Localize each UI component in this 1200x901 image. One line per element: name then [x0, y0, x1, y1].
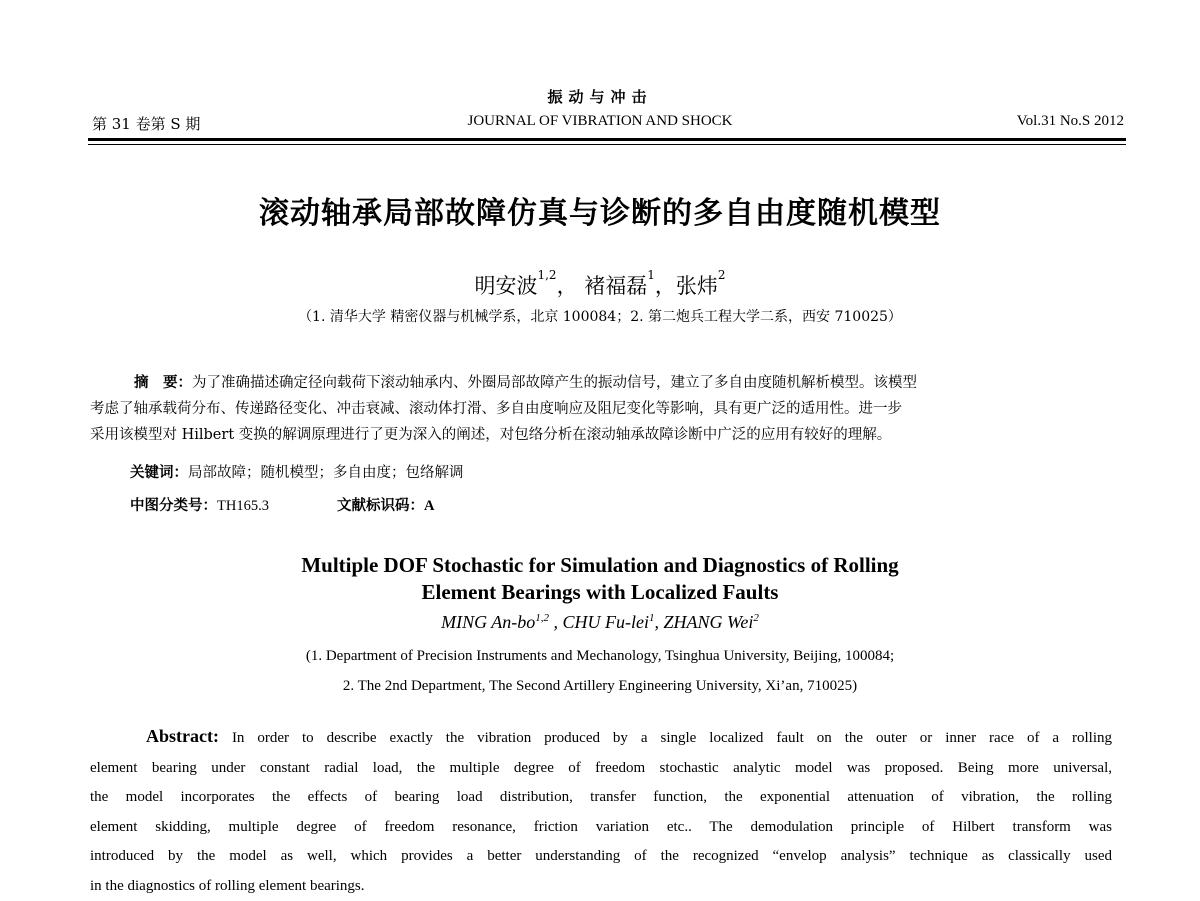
authors-en [0, 612, 1200, 633]
abstract-en-line: in the diagnostics of rolling element bearings. [90, 872, 1112, 901]
paper-title-en-line: Element Bearings with Localized Faults [0, 579, 1200, 606]
abstract-en [90, 722, 1112, 901]
author-affiliation-mark: 1,2 [535, 612, 549, 624]
author-name: CHU Fu-lei [563, 612, 649, 632]
author-affiliation-mark: 1 [649, 612, 655, 624]
keywords-text: 局部故障；随机模型；多自由度；包络解调 [188, 465, 464, 481]
volume-info: Vol.31 No.S 2012 [1017, 113, 1124, 130]
author-name: 褚福磊 [584, 274, 647, 298]
author-name: 明安波 [474, 274, 537, 298]
journal-name-cn: 振动与冲击 [0, 86, 1200, 107]
author-name: MING An-bo [441, 612, 535, 632]
author-separator: , [549, 612, 563, 632]
abstract-cn-label: 摘 要： [134, 374, 192, 391]
doc-code-label: 文献标识码： [337, 497, 424, 514]
header-rule-thin [88, 144, 1126, 145]
abstract-en-label: Abstract: [90, 726, 219, 746]
abstract-cn-text: 为了准确描述确定径向载荷下滚动轴承内、外圈局部故障产生的振动信号，建立了多自由度随机解析模型。该模型 [192, 375, 917, 391]
author-separator: ， [557, 274, 578, 298]
journal-name-en: JOURNAL OF VIBRATION AND SHOCK [0, 113, 1200, 130]
author-separator: ， [655, 274, 676, 298]
author-name: ZHANG Wei [664, 612, 754, 632]
abstract-en-line [90, 722, 1112, 754]
author-affiliation-mark: 2 [718, 268, 726, 282]
keywords [130, 461, 464, 482]
abstract-en-text: In order to describe exactly the vibration produced by a single localized fault on the outer or inner race of a rolling [232, 730, 1112, 746]
clc-label: 中图分类号： [130, 497, 217, 514]
header-rule-thick [88, 138, 1126, 141]
paper-title-en [0, 552, 1200, 606]
author-affiliation-mark: 1,2 [537, 268, 556, 282]
abstract-cn-line [90, 370, 1120, 396]
abstract-cn [90, 370, 1120, 448]
abstract-en-line: element bearing under constant radial load, the multiple degree of freedom stochastic analytic model was proposed. Being more universal, [90, 754, 1112, 784]
affiliation-cn: （1. 清华大学 精密仪器与机械学系，北京 100084；2. 第二炮兵工程大学二系，西安 710025） [0, 306, 1200, 326]
keywords-label: 关键词： [130, 464, 188, 481]
clc-value: TH165.3 [217, 498, 269, 514]
paper-title-cn: 滚动轴承局部故障仿真与诊断的多自由度随机模型 [0, 188, 1200, 232]
affiliation-en-line: (1. Department of Precision Instruments and Mechanology, Tsinghua University, Beijing, 100084; [0, 648, 1200, 665]
issue-cn: 第 31 卷第 S 期 [92, 113, 200, 134]
abstract-en-line: introduced by the model as well, which provides a better understanding of the recognized “envelop analysis” technique as classically used [90, 842, 1112, 872]
paper-title-en-line: Multiple DOF Stochastic for Simulation and Diagnostics of Rolling [0, 552, 1200, 579]
affiliation-en-line: 2. The 2nd Department, The Second Artillery Engineering University, Xi’an, 710025) [0, 678, 1200, 695]
author-name: 张炜 [676, 274, 718, 298]
author-separator: , [655, 612, 664, 632]
authors-cn [0, 270, 1200, 300]
abstract-cn-line: 考虑了轴承载荷分布、传递路径变化、冲击衰减、滚动体打滑、多自由度响应及阻尼变化等影响，具有更广泛的适用性。进一步 [90, 396, 1120, 422]
author-affiliation-mark: 2 [753, 612, 759, 624]
doc-code-value: A [424, 498, 434, 514]
abstract-cn-line: 采用该模型对 Hilbert 变换的解调原理进行了更为深入的阐述，对包络分析在滚动轴承故障诊断中广泛的应用有较好的理解。 [90, 422, 1120, 448]
abstract-en-line: the model incorporates the effects of bearing load distribution, transfer function, the exponential attenuation of vibration, the rolling [90, 783, 1112, 813]
classification [130, 494, 434, 515]
abstract-en-line: element skidding, multiple degree of freedom resonance, friction variation etc.. The demodulation principle of Hilbert transform was [90, 813, 1112, 843]
author-affiliation-mark: 1 [647, 268, 655, 282]
